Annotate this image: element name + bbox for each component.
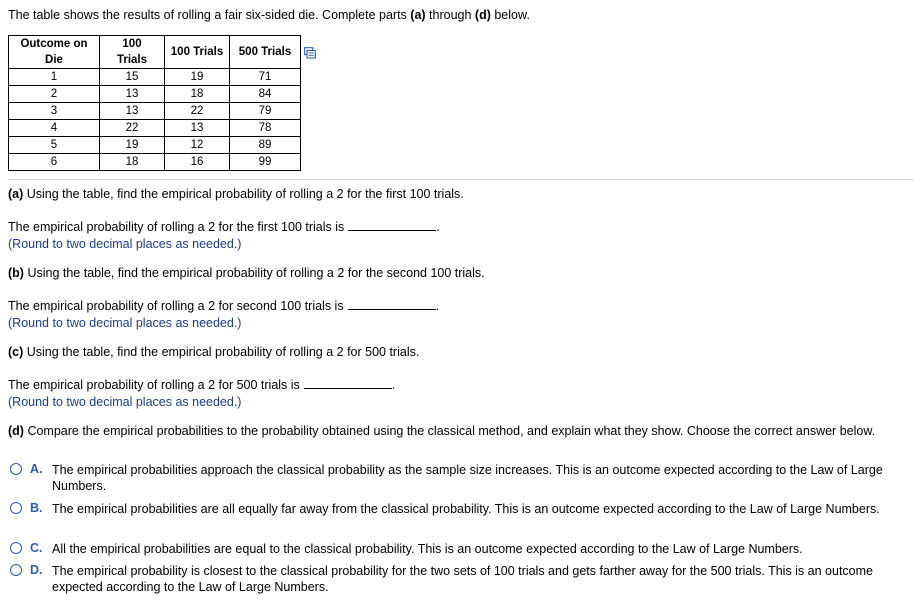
table-cell: 22 <box>100 120 165 137</box>
option-d-radio[interactable] <box>10 564 22 576</box>
part-d-question: (d) Compare the empirical probabilities to the probability obtained using the classical method, and explain what they show. Choose the correct answer below. <box>8 424 876 438</box>
table-cell: 13 <box>100 86 165 103</box>
option-c-radio[interactable] <box>10 542 22 554</box>
option-b-radio[interactable] <box>10 502 22 514</box>
header-second-100: 100 Trials <box>165 36 230 69</box>
part-a-hint: (Round to two decimal places as needed.) <box>8 237 242 251</box>
option-a-text: The empirical probabilities approach the classical probability as the sample size increases. This is an outcome expected according to the Law of Large Numbers. <box>52 463 883 493</box>
table-cell: 13 <box>165 120 230 137</box>
option-b-letter: B. <box>30 501 43 515</box>
part-c-prompt: The empirical probability of rolling a 2 for 500 trials is <box>8 378 300 392</box>
option-d-letter: D. <box>30 563 43 577</box>
header-500: 500 Trials <box>230 36 301 69</box>
table-cell: 15 <box>100 69 165 86</box>
part-c-hint: (Round to two decimal places as needed.) <box>8 395 242 409</box>
option-a-letter: A. <box>30 462 43 476</box>
table-cell: 2 <box>9 86 100 103</box>
option-c-text: All the empirical probabilities are equal to the classical probability. This is an outcome expected according to the Law of Large Numbers. <box>52 542 803 556</box>
intro-through: through <box>425 8 475 22</box>
intro-part-d: (d) <box>474 8 491 22</box>
table-cell: 13 <box>100 103 165 120</box>
die-results-table <box>8 35 301 171</box>
intro-end: below. <box>490 8 530 22</box>
part-a-answer-input[interactable] <box>348 218 436 231</box>
part-b-answer-line: The empirical probability of rolling a 2 for second 100 trials is . <box>8 299 440 313</box>
table-row <box>9 86 301 103</box>
part-a-question: (a) Using the table, find the empirical probability of rolling a 2 for the first 100 trials. <box>8 187 464 201</box>
table-cell: 89 <box>230 137 301 154</box>
part-a-answer-line: The empirical probability of rolling a 2 for the first 100 trials is . <box>8 220 440 234</box>
table-row <box>9 103 301 120</box>
part-a-prompt: The empirical probability of rolling a 2 for the first 100 trials is <box>8 220 345 234</box>
copy-table-icon[interactable] <box>304 47 316 59</box>
table-cell: 1 <box>9 69 100 86</box>
part-b-hint: (Round to two decimal places as needed.) <box>8 316 242 330</box>
option-b[interactable] <box>10 501 906 533</box>
part-b-question: (b) Using the table, find the empirical probability of rolling a 2 for the second 100 trials. <box>8 266 485 280</box>
table-header-row <box>9 36 301 69</box>
part-b-answer-input[interactable] <box>348 297 436 310</box>
table-cell: 19 <box>100 137 165 154</box>
table-cell: 22 <box>165 103 230 120</box>
table-cell: 19 <box>165 69 230 86</box>
table-row <box>9 69 301 86</box>
intro-part-a: (a) <box>410 8 426 22</box>
table-cell: 6 <box>9 154 100 171</box>
header-first-100: 100 Trials <box>100 36 165 69</box>
intro-text: The table shows the results of rolling a fair six-sided die. Complete parts <box>8 8 411 22</box>
table-cell: 78 <box>230 120 301 137</box>
option-c[interactable] <box>10 541 906 557</box>
part-c-question: (c) Using the table, find the empirical probability of rolling a 2 for 500 trials. <box>8 345 420 359</box>
option-b-text: The empirical probabilities are all equally far away from the classical probability. This is an outcome expected according to the Law of Large Numbers. <box>52 502 880 516</box>
divider <box>8 179 914 180</box>
option-a-radio[interactable] <box>10 463 22 475</box>
table-cell: 18 <box>165 86 230 103</box>
part-c-answer-line: The empirical probability of rolling a 2 for 500 trials is . <box>8 378 396 392</box>
option-d-text: The empirical probability is closest to the classical probability for the two sets of 100 trials and gets farther away for the 500 trials. This is an outcome expected according to the Law of Large Numbers. <box>52 564 873 594</box>
table-row <box>9 120 301 137</box>
part-b-prompt: The empirical probability of rolling a 2 for second 100 trials is <box>8 299 344 313</box>
header-outcome: Outcome on Die <box>9 36 100 69</box>
table-cell: 12 <box>165 137 230 154</box>
option-a[interactable] <box>10 462 906 494</box>
table-row <box>9 154 301 171</box>
option-c-letter: C. <box>30 541 43 555</box>
table-cell: 84 <box>230 86 301 103</box>
table-cell: 5 <box>9 137 100 154</box>
table-cell: 3 <box>9 103 100 120</box>
table-cell: 16 <box>165 154 230 171</box>
table-cell: 18 <box>100 154 165 171</box>
table-row <box>9 137 301 154</box>
table-cell: 79 <box>230 103 301 120</box>
table-cell: 71 <box>230 69 301 86</box>
instructions <box>8 8 530 22</box>
option-d[interactable] <box>10 563 906 595</box>
table-cell: 4 <box>9 120 100 137</box>
part-c-answer-input[interactable] <box>304 376 392 389</box>
table-cell: 99 <box>230 154 301 171</box>
